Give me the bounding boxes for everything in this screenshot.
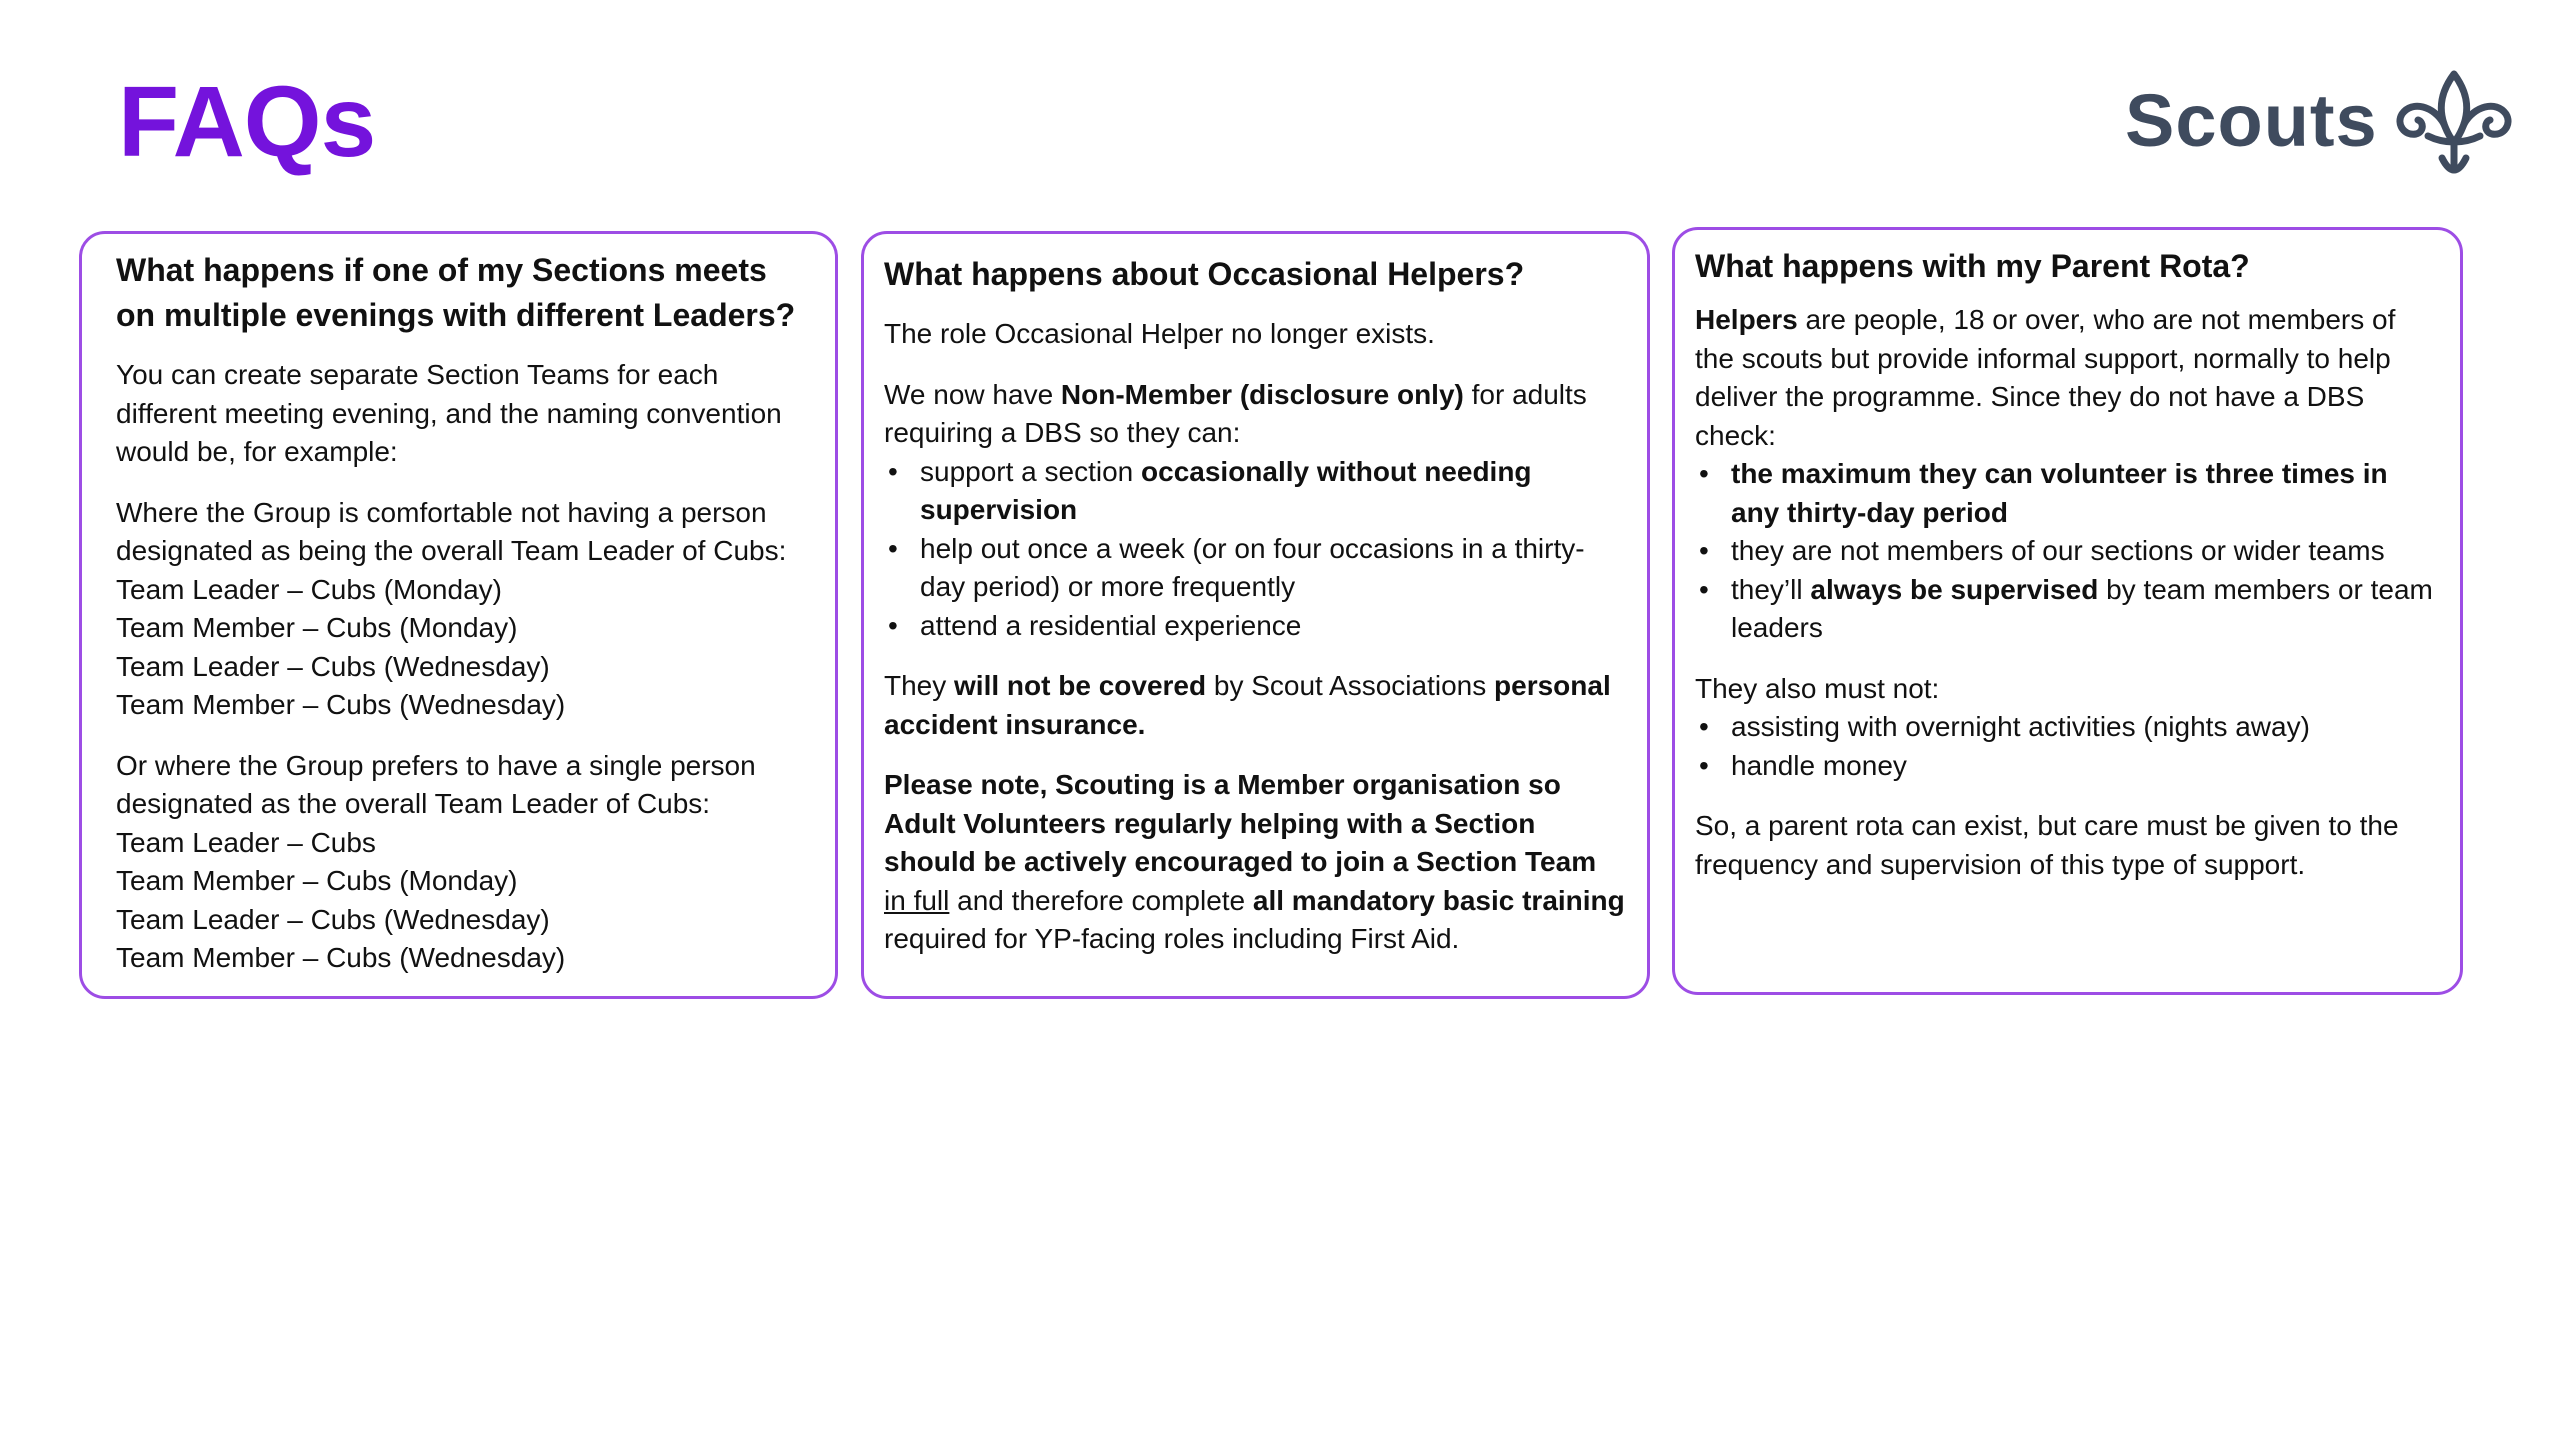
- card-title: What happens about Occasional Helpers?: [884, 256, 1525, 292]
- role-line: Team Member – Cubs (Monday): [116, 612, 518, 643]
- list-item: • attend a residential experience: [884, 607, 1625, 646]
- list-item: • they are not members of our sections or wider teams: [1695, 532, 2438, 571]
- role-removed-text: The role Occasional Helper no longer exists.: [884, 318, 1435, 349]
- must-not-list: [1695, 708, 2438, 785]
- underlined-span: in full: [884, 884, 950, 916]
- list-item: • assisting with overnight activities (nights away): [1695, 708, 2438, 747]
- role-line: Team Leader – Cubs (Monday): [116, 573, 502, 605]
- text-span: are people, 18 or over, who are not members of the scouts but provide informal support, normally to help deliver the programme. Since they do not have a DBS check:: [1695, 304, 2396, 451]
- text-span: for adults requiring a DBS so they can:: [884, 378, 1587, 448]
- logo-text: Scouts: [2125, 79, 2378, 162]
- text-span: by Scout Associations: [1206, 670, 1495, 701]
- non-member-text: [884, 376, 1625, 453]
- scenario-text: Or where the Group prefers to have a single person designated as the overall Team Leader of Cubs:: [116, 749, 756, 819]
- bold-span: will not be covered: [954, 670, 1207, 701]
- bold-span: personal accident insurance.: [884, 670, 1611, 740]
- scenario-with-overall-leader: [116, 747, 813, 978]
- list-item: [1695, 455, 2438, 532]
- helpers-definition: [1695, 301, 2438, 455]
- scouts-logo: [2125, 66, 2516, 176]
- card-title: What happens if one of my Sections meets on multiple evenings with different Leaders?: [116, 252, 796, 333]
- scenario-text: Where the Group is comfortable not having a person designated as being the overall Team Leader of Cubs:: [116, 496, 787, 566]
- membership-note: [884, 766, 1625, 959]
- scenario-without-overall-leader: [116, 494, 813, 725]
- bold-span: Please note, Scouting is a Member organisation so Adult Volunteers regularly helping with a Section should be actively encouraged to join a Section Team: [884, 769, 1597, 877]
- insurance-text: [884, 667, 1625, 744]
- bold-span: occasionally without needing supervision: [920, 455, 1532, 525]
- bold-span: all mandatory basic training: [1252, 884, 1625, 916]
- text-span: They: [884, 670, 955, 701]
- fleur-de-lis-icon: [2392, 66, 2516, 176]
- role-line: Team Member – Cubs (Wednesday): [116, 689, 566, 720]
- text-span: and therefore complete: [949, 884, 1253, 916]
- text-span: support a section: [920, 455, 1142, 487]
- page-title: FAQs: [118, 66, 376, 178]
- faq-card-occasional-helpers: [861, 231, 1650, 999]
- helper-rules-list: [1695, 455, 2438, 648]
- list-item: • handle money: [1695, 747, 2438, 786]
- faq-card-parent-rota: [1672, 227, 2463, 995]
- text-span: by team members or team leaders: [1731, 573, 2433, 643]
- text-span: they’ll: [1731, 573, 1811, 605]
- bold-span: Helpers: [1695, 304, 1798, 335]
- non-member-role: Non-Member (disclosure only): [1060, 378, 1464, 410]
- bold-span: always be supervised: [1810, 573, 2099, 605]
- role-line: Team Leader – Cubs: [116, 826, 376, 858]
- rota-conclusion: So, a parent rota can exist, but care must be given to the frequency and supervision of this type of support.: [1695, 810, 2399, 880]
- card-title: What happens with my Parent Rota?: [1695, 248, 2250, 284]
- bold-span: the maximum they can volunteer is three times in any thirty-day period: [1731, 458, 2388, 528]
- text-span: We now have: [884, 378, 1061, 410]
- non-member-uses-list: [884, 453, 1625, 646]
- list-item: • help out once a week (or on four occasions in a thirty-day period) or more frequently: [884, 530, 1625, 607]
- must-not-heading: They also must not:: [1695, 672, 1940, 704]
- text-span: required for YP-facing roles including First Aid.: [884, 923, 1460, 954]
- list-item: [884, 453, 1625, 530]
- card-intro: You can create separate Section Teams for each different meeting evening, and the naming convention would be, for example:: [116, 359, 782, 467]
- role-line: Team Member – Cubs (Wednesday): [116, 942, 566, 973]
- list-item: [1695, 571, 2438, 648]
- faq-card-multiple-evenings: [79, 231, 838, 999]
- role-line: Team Leader – Cubs (Wednesday): [116, 650, 550, 682]
- role-line: Team Leader – Cubs (Wednesday): [116, 903, 550, 935]
- role-line: Team Member – Cubs (Monday): [116, 865, 518, 896]
